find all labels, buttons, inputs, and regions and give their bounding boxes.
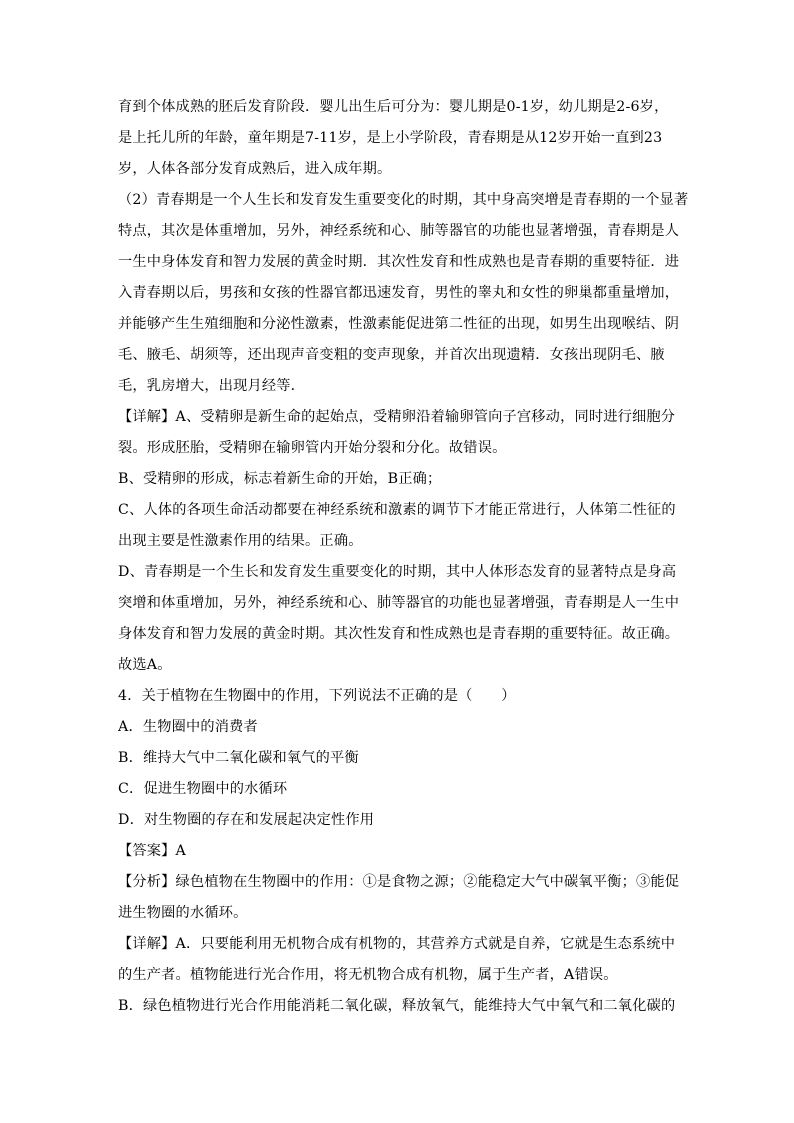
- text-line: （2）青春期是一个人生长和发育发生重要变化的时期，其中身高突增是青春期的一个显著: [118, 192, 689, 208]
- text-line: 出现主要是性激素作用的结果。正确。: [118, 533, 363, 549]
- text-line: C、人体的各项生命活动都要在神经系统和激素的调节下才能正常进行，人体第二性征的: [118, 502, 676, 518]
- text-line: 裂。形成胚胎，受精卵在输卵管内开始分裂和分化。故错误。: [118, 440, 507, 456]
- text-line: 一生中身体发育和智力发展的黄金时期．其次性发育和性成熟也是青春期的重要特征．进: [118, 254, 680, 270]
- analysis-line: 进生物圈的水循环。: [118, 905, 248, 921]
- text-line: 突增和体重增加，另外，神经系统和心、肺等器官的功能也显著增强，青春期是人一生中: [118, 595, 680, 611]
- text-line: 特点，其次是体重增加，另外，神经系统和心、肺等器官的功能也显著增强，青春期是人: [118, 223, 680, 239]
- option-b: B．维持大气中二氧化碳和氧气的平衡: [118, 750, 359, 766]
- document-page: [118, 92, 689, 1022]
- text-line: B、受精卵的形成，标志着新生命的开始，B正确；: [118, 471, 442, 487]
- answer-line: 【答案】A: [118, 843, 186, 859]
- text-line: D、青春期是一个生长和发育发生重要变化的时期，其中人体形态发育的显著特点是身高: [118, 564, 677, 580]
- detail-line: 【详解】A．只要能利用无机物合成有机物的，其营养方式就是自养，它就是生态系统中: [118, 936, 676, 952]
- text-line: 身体发育和智力发展的黄金时期。其次性发育和性成熟也是青春期的重要特征。故正确。: [118, 626, 680, 642]
- question-stem: 4．关于植物在生物圈中的作用，下列说法不正确的是（ ）: [118, 688, 516, 704]
- text-line: 并能够产生生殖细胞和分泌性激素，性激素能促进第二性征的出现，如男生出现喉结、阴: [118, 316, 680, 332]
- text-line: 入青春期以后，男孩和女孩的性器官都迅速发育，男性的睾丸和女性的卵巢都重量增加，: [118, 285, 680, 301]
- analysis-line: 【分析】绿色植物在生物圈中的作用：①是食物之源；②能稳定大气中碳氧平衡；③能促: [118, 874, 680, 890]
- detail-line: 的生产者。植物能进行光合作用，将无机物合成有机物，属于生产者，A错误。: [118, 967, 618, 983]
- text-line: 是上托儿所的年龄，童年期是7-11岁，是上小学阶段，青春期是从12岁开始一直到23: [118, 130, 663, 146]
- text-line: 岁，人体各部分发育成熟后，进入成年期。: [118, 161, 392, 177]
- option-d: D．对生物圈的存在和发展起决定性作用: [118, 812, 375, 828]
- text-line: 【详解】A、受精卵是新生命的起始点，受精卵沿着输卵管向子宫移动，同时进行细胞分: [118, 409, 676, 425]
- option-c: C．促进生物圈中的水循环: [118, 781, 288, 797]
- option-a: A．生物圈中的消费者: [118, 719, 258, 735]
- text-line: 毛、腋毛、胡须等，还出现声音变粗的变声现象，并首次出现遗精．女孩出现阴毛、腋: [118, 347, 665, 363]
- text-line: 故选A。: [118, 657, 172, 673]
- text-line: 毛，乳房增大，出现月经等．: [118, 378, 306, 394]
- detail-line: B．绿色植物进行光合作用能消耗二氧化碳，释放氧气，能维持大气中氧气和二氧化碳的: [118, 998, 676, 1014]
- text-line: 育到个体成熟的胚后发育阶段．婴儿出生后可分为：婴儿期是0-1岁，幼儿期是2-6岁，: [118, 99, 669, 115]
